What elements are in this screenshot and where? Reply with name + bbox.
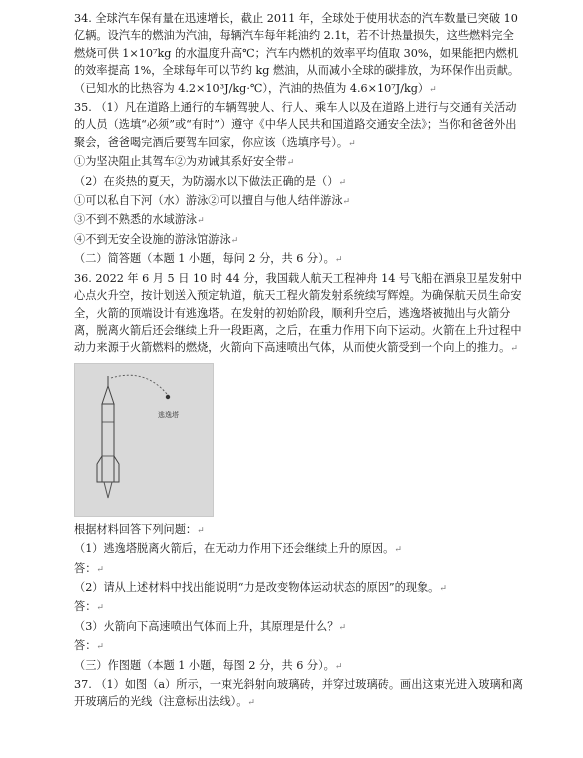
answer-line-3: 答：↵	[74, 639, 104, 653]
question-36-3: （3）火箭向下高速喷出气体而上升，其原理是什么？↵	[74, 619, 346, 633]
rocket-drawing	[75, 364, 213, 516]
question-35-intro: 35. （1）凡在道路上通行的车辆驾驶人、行人、乘车人以及在道路上进行与交通有关活动的人员（选填“必须”或“有时”）遵守《中华人民共和国道路交通安全法》；当你和爸爸外出聚会，爸爸喝完酒后要驾车回家，你应该（选填序号）。↵	[74, 101, 517, 149]
document-page	[74, 10, 524, 713]
question-35-options-1: ①为坚决阻止其驾车②为劝诫其系好安全带↵	[74, 155, 295, 169]
question-35-option-a: ①可以私自下河（水）游泳②可以擅自与他人结伴游泳↵	[74, 194, 351, 208]
question-36-2: （2）请从上述材料中找出能说明“力是改变物体运动状态的原因”的现象。↵	[74, 580, 447, 594]
answer-line-2: 答：↵	[74, 600, 104, 614]
answer-line-1: 答：↵	[74, 561, 104, 575]
question-37: 37. （1）如图（a）所示，一束光斜射向玻璃砖，并穿过玻璃砖。画出这束光进入玻璃和离开玻璃后的光线（注意标出法线）。↵	[74, 677, 524, 709]
question-35-part-2: （2）在炎热的夏天，为防溺水以下做法正确的是（）↵	[74, 174, 346, 188]
question-35-option-b: ③不到不熟悉的水域游泳↵	[74, 213, 205, 227]
question-36-1: （1）逃逸塔脱离火箭后，在无动力作用下还会继续上升的原因。↵	[74, 542, 402, 556]
escape-tower-label: 逃逸塔	[158, 410, 179, 419]
question-35-option-c: ④不到无安全设施的游泳馆游泳↵	[74, 232, 239, 246]
question-36-prompt: 根据材料回答下列问题：↵	[74, 522, 205, 536]
section-2-heading: （二）简答题（本题 1 小题，每问 2 分，共 6 分）。↵	[74, 252, 343, 266]
rocket-figure	[74, 363, 214, 517]
question-36: 36. 2022 年 6 月 5 日 10 时 44 分，我国载人航天工程神舟 14 号飞船在酒泉卫星发射中心点火升空，按计划送入预定轨道，航天工程火箭发射系统续写辉煌。为确保航天员生命安全，火箭的顶端设计有逃逸塔。在发射的初始阶段，顺利升空后，逃逸塔被抛出与火箭分离，脱离火箭后还会继续上升一段距离，之后，在重力作用下向下运动。火箭在上升过程中动力来源于火箭燃料的燃烧，火箭向下高速喷出气体，从而使火箭受到一个向上的推力。↵	[74, 271, 522, 355]
question-34: 34. 全球汽车保有量在迅速增长，截止 2011 年，全球处于使用状态的汽车数量已突破 10 亿辆。设汽车的燃油为汽油，每辆汽车每年耗油约 2.1t，若不计热量损失，这些燃料完全燃烧可供 1×10⁷kg 的水温度升高℃；汽车内燃机的效率平均值取 30%，如果能把内燃机的效率提高 1%，全球每年可以节约 kg 燃油，从而减小全球的碳排放，为环保作出贡献。（已知水的比热容为 4.2×10³J/kg·℃），汽油的热值为 4.6×10⁷J/kg）↵	[74, 12, 520, 95]
section-3-heading: （三）作图题（本题 1 小题，每图 2 分，共 6 分）。↵	[74, 658, 343, 672]
